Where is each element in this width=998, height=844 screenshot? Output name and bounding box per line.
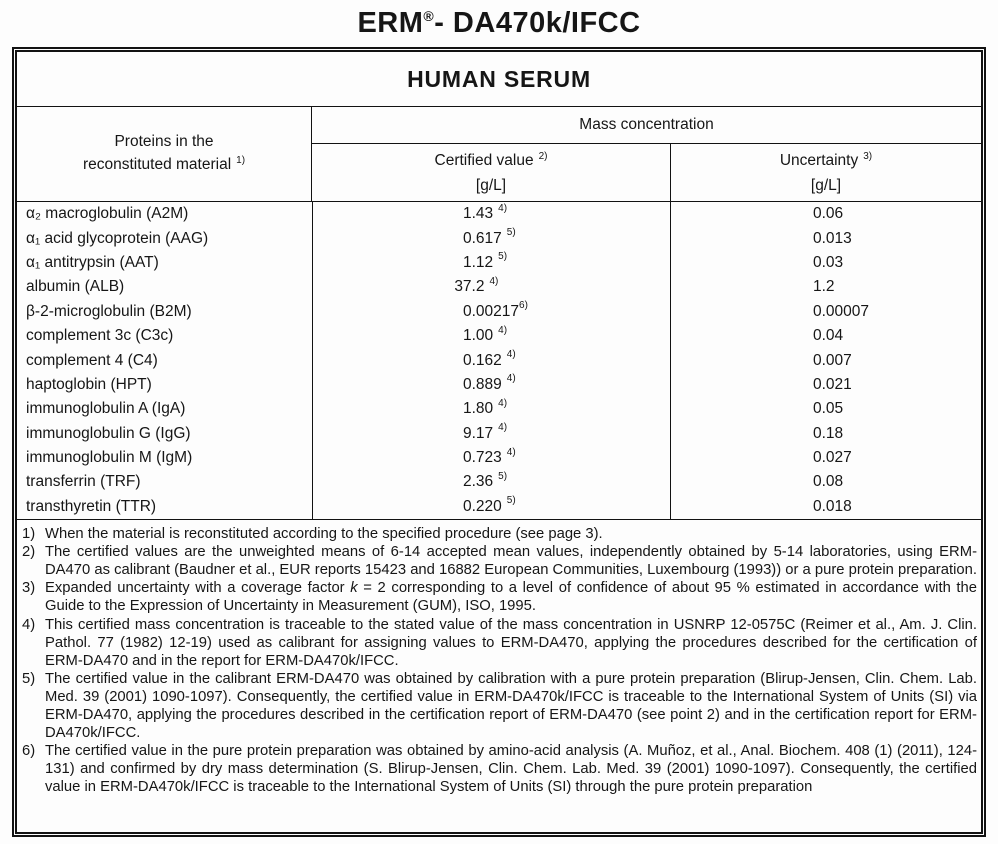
footnote-ref: 4) — [506, 446, 516, 458]
protein-table-body — [17, 202, 981, 520]
protein-name: immunoglobulin M (IgM) — [26, 449, 193, 467]
table-row — [17, 202, 981, 226]
uncertainty-cell — [670, 300, 981, 324]
footnote-text — [45, 579, 977, 615]
footnote-ref: 6) — [519, 300, 528, 312]
uncertainty-cell — [670, 446, 981, 470]
footnote-number: 2) — [22, 544, 36, 561]
certified-value-cell — [312, 324, 670, 348]
footnote-text — [45, 742, 977, 796]
protein-name: haptoglobin (HPT) — [26, 375, 152, 393]
footnote-ref: 5) — [506, 495, 516, 507]
uncertainty-value: 0.027 — [813, 449, 852, 467]
page-title-prefix: ERM — [357, 7, 424, 39]
table-row — [17, 422, 981, 446]
table-caption: HUMAN SERUM — [17, 52, 981, 107]
sub-header-row — [312, 144, 981, 201]
uncertainty-cell — [670, 324, 981, 348]
protein-name: immunoglobulin G (IgG) — [26, 424, 191, 442]
page-title — [0, 0, 998, 40]
protein-name: transthyretin (TTR) — [26, 497, 157, 515]
uncertainty-label: Uncertainty — [779, 151, 859, 169]
uncertainty-value: 0.18 — [813, 424, 844, 442]
table-row — [17, 470, 981, 494]
certified-value-cell — [312, 495, 670, 519]
certified-value-cell — [312, 348, 670, 372]
uncertainty-value: 0.05 — [813, 400, 844, 418]
table-row — [17, 275, 981, 299]
table-row — [17, 373, 981, 397]
uncertainty-value: 0.007 — [813, 351, 852, 369]
footnote-number: 5) — [22, 670, 36, 687]
footnote-ref: 3) — [863, 150, 873, 162]
uncertainty-cell — [670, 470, 981, 494]
certified-value-cell — [312, 470, 670, 494]
footnote-text-segment: When the material is reconstituted according to the specified procedure (see page 3). — [45, 526, 603, 543]
footnote-text — [45, 616, 977, 670]
certified-value: 0.723 — [463, 449, 502, 467]
footnote-number: 4) — [22, 616, 36, 633]
column-header-proteins — [17, 107, 312, 201]
table-row — [17, 495, 981, 519]
footnote-ref: 5) — [506, 227, 516, 239]
uncertainty-cell — [670, 226, 981, 250]
certified-value-unit: [g/L] — [475, 176, 507, 194]
footnote-text-segment: The certified value in the pure protein preparation was obtained by amino-acid analysis (A. Muñoz, et al., Anal. Biochem. 408 (1) (2011), 124-131) and confirmed by dry mass determination (S. Blirup-Jensen, Clin. Chem. Lab. Med. 39 (2001) 1090-1097). Consequently, the certified value in ERM-DA470k/IFCC is traceable to the International System of Units (SI) through the pure protein preparation — [45, 743, 977, 796]
footnote-text-italic-segment: k — [350, 580, 358, 597]
uncertainty-cell — [670, 373, 981, 397]
certified-value-cell — [312, 446, 670, 470]
footnote — [22, 525, 977, 543]
footnote — [22, 543, 977, 579]
uncertainty-value: 0.08 — [813, 473, 844, 491]
protein-name: β-2-microglobulin (B2M) — [26, 302, 192, 320]
certified-value: 9.17 — [463, 424, 494, 442]
uncertainty-value: 0.00007 — [813, 302, 870, 320]
footnote — [22, 670, 977, 742]
column-header-uncertainty — [670, 144, 981, 201]
footnote-text — [45, 543, 977, 579]
uncertainty-value: 0.06 — [813, 205, 844, 223]
uncertainty-value: 0.013 — [813, 229, 852, 247]
certified-value: 0.220 — [463, 497, 502, 515]
footnote-number: 1) — [22, 526, 36, 543]
footnote — [22, 742, 977, 796]
certified-value: 1.00 — [463, 327, 494, 345]
certified-value: 0.889 — [463, 375, 502, 393]
footnote-ref: 5) — [498, 251, 508, 263]
certified-value: 0.00217 — [463, 302, 520, 320]
protein-name: α₁ acid glycoprotein (AAG) — [26, 229, 209, 247]
mass-concentration-header-group — [312, 107, 981, 201]
certified-value-cell — [312, 226, 670, 250]
footnotes-section — [17, 520, 981, 832]
footnote-number: 6) — [22, 743, 36, 760]
footnote-text-segment: The certified value in the calibrant ERM-DA470 was obtained by calibration with a pure protein preparation (Blirup-Jensen, Clin. Chem. Lab. Med. 39 (2001) 1090-1097). Consequently, the certified value in ERM-DA470k/IFCC is traceable to the International System of Units (SI) via ERM-DA470, applying the procedures described in the certification report of ERM-DA470 (see point 2) and in the certification report for ERM-DA470k/IFCC. — [45, 670, 977, 742]
uncertainty-cell — [670, 251, 981, 275]
uncertainty-value: 0.018 — [813, 497, 852, 515]
table-row — [17, 446, 981, 470]
footnote-ref: 4) — [498, 202, 508, 214]
footnote-ref: 4) — [506, 349, 516, 361]
uncertainty-value: 1.2 — [813, 278, 835, 296]
uncertainty-cell — [670, 202, 981, 226]
table-row — [17, 300, 981, 324]
certified-value-cell — [312, 397, 670, 421]
uncertainty-cell — [670, 422, 981, 446]
uncertainty-cell — [670, 397, 981, 421]
footnote-text-segment: = 2 corresponding to a level of confidence of about 95 % estimated in accordance with the Guide to the Expression of Uncertainty in Measurement (GUM), ISO, 1995. — [45, 580, 977, 615]
footnote-ref: 4) — [498, 324, 508, 336]
certified-value-cell — [312, 422, 670, 446]
certified-value-cell — [312, 251, 670, 275]
certified-value-cell — [312, 202, 670, 226]
footnote-text — [45, 670, 977, 742]
footnote-ref: 5) — [498, 470, 508, 482]
protein-name: immunoglobulin A (IgA) — [26, 400, 186, 418]
footnote-ref: 2) — [538, 150, 548, 162]
certified-value-label: Certified value — [434, 151, 534, 169]
certified-value: 1.43 — [463, 205, 494, 223]
uncertainty-cell — [670, 495, 981, 519]
footnote-text-segment: Expanded uncertainty with a coverage factor — [45, 580, 351, 597]
uncertainty-cell — [670, 348, 981, 372]
certified-value: 0.162 — [463, 351, 502, 369]
uncertainty-unit: [g/L] — [810, 176, 842, 194]
footnote-ref: 4) — [489, 275, 499, 287]
footnote-text-segment: This certified mass concentration is traceable to the stated value of the mass concentration in USNRP 12-0575C (Reimer et al., Am. J. Clin. Pathol. 77 (1982) 12-19) used as calibrant for assigning values to ERM-DA470, applying the procedures described for the certification of ERM-DA470 and in the report for ERM-DA470k/IFCC. — [45, 616, 977, 669]
certified-value: 37.2 — [454, 278, 485, 296]
footnote-ref: 4) — [498, 422, 508, 434]
protein-name: α₁ antitrypsin (AAT) — [26, 253, 159, 271]
proteins-header-line1: Proteins in the — [114, 133, 214, 150]
table-row — [17, 397, 981, 421]
certified-value-cell — [312, 373, 670, 397]
certified-value: 1.12 — [463, 253, 494, 271]
footnote-ref: 4) — [506, 373, 516, 385]
column-header-certified-value — [312, 144, 670, 201]
uncertainty-cell — [670, 275, 981, 299]
table-row — [17, 348, 981, 372]
footnote — [22, 579, 977, 615]
protein-name: albumin (ALB) — [26, 278, 125, 296]
certificate-table — [12, 47, 986, 837]
proteins-header-line2: reconstituted material 1) — [83, 153, 245, 178]
protein-name: complement 3c (C3c) — [26, 327, 174, 345]
column-header-mass-concentration: Mass concentration — [312, 107, 981, 144]
footnote-ref: 4) — [498, 397, 508, 409]
uncertainty-value: 0.04 — [813, 327, 844, 345]
certified-value: 0.617 — [463, 229, 502, 247]
table-header — [17, 107, 981, 202]
certified-value-cell — [312, 300, 670, 324]
uncertainty-value: 0.021 — [813, 375, 852, 393]
uncertainty-value: 0.03 — [813, 253, 844, 271]
table-row — [17, 226, 981, 250]
certified-value: 1.80 — [463, 400, 494, 418]
protein-name: transferrin (TRF) — [26, 473, 141, 491]
footnote — [22, 616, 977, 670]
footnote-number: 3) — [22, 580, 36, 597]
certified-value-cell — [312, 275, 670, 299]
table-row — [17, 251, 981, 275]
footnote-text-segment: The certified values are the unweighted means of 6-14 accepted mean values, independently obtained by 5-14 laboratories, using ERM-DA470 as calibrant (Baudner et al., EUR reports 15423 and 16882 European Communities, Luxembourg (1993)) or a pure protein preparation. — [45, 544, 977, 579]
protein-name: α₂ macroglobulin (A2M) — [26, 205, 189, 223]
table-row — [17, 324, 981, 348]
registered-trademark-symbol: ® — [423, 8, 435, 24]
protein-name: complement 4 (C4) — [26, 351, 158, 369]
page-title-suffix: - DA470k/IFCC — [434, 7, 641, 39]
footnote-text — [45, 525, 977, 543]
certified-value: 2.36 — [463, 473, 494, 491]
footnote-ref: 1) — [236, 155, 246, 166]
